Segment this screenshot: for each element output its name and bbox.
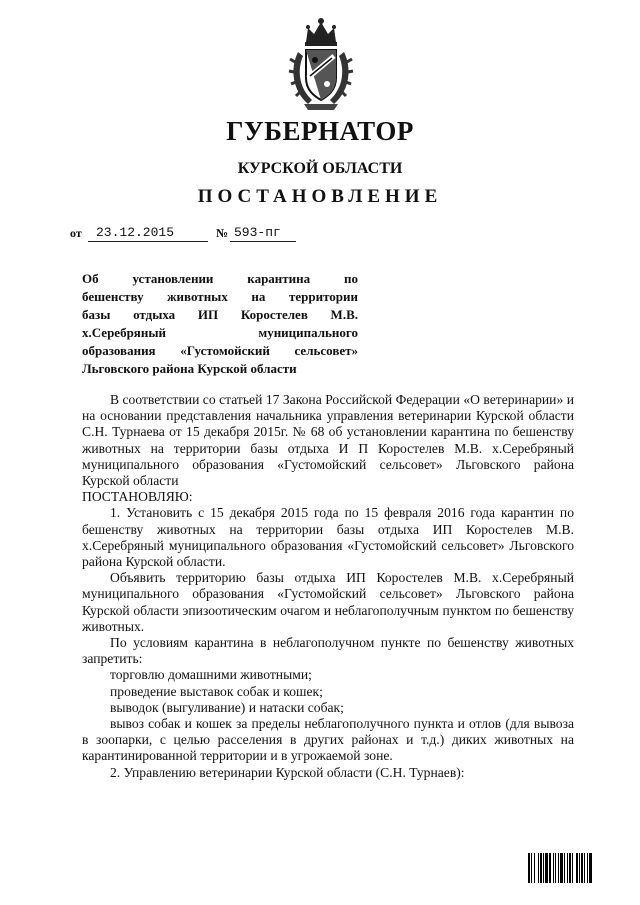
subject-line: бешенству животных на территории [82, 289, 358, 304]
paragraph: 1. Установить с 15 декабря 2015 года по 15 февраля 2016 года карантин по бешенству животных на территории базы отдыха ИП Коростелев М.В. х.Серебряный муниципального образования «Густомойский сельсовет» Льговского района Курской области. [82, 505, 574, 570]
list-item: выводок (выгуливание) и натаски собак; [110, 699, 344, 715]
subject-line: х.Серебряный муниципального [82, 325, 358, 340]
subject-line: Льговского района Курской области [82, 361, 297, 376]
subject-line: Об установлении карантина по [82, 271, 358, 286]
document-subject [82, 270, 358, 378]
list-item: торговлю домашними животными; [110, 667, 312, 683]
document-type: ПОСТАНОВЛЕНИЕ [197, 186, 443, 207]
date-value: 23.12.2015 [96, 225, 175, 240]
region-name: КУРСКОЙ ОБЛАСТИ [237, 160, 403, 177]
barcode-icon [528, 853, 614, 883]
document-body [82, 392, 574, 781]
date-number-line [70, 223, 330, 243]
paragraph: Объявить территорию базы отдыха ИП Коростелев М.В. х.Серебряный муниципального образования «Густомойский сельсовет» Льговского района Курской области эпизоотическим очагом и неблагополучным пунктом по бешенству животных. [82, 570, 574, 634]
date-underline [88, 241, 208, 242]
paragraph: В соответствии со статьей 17 Закона Российской Федерации «О ветеринарии» и на основании представления начальника управления ветеринарии Курской области С.Н. Турнаева от 15 декабря 2015г. № 68 об установлении карантина по бешенству животных на территории базы отдыха И П Коростелев М.В. х.Серебряный муниципального образования «Густомойский сельсовет» Льговского района Курской области [82, 392, 574, 489]
paragraph: 2. Управлению ветеринарии Курской области (С.Н. Турнаев): [110, 764, 465, 780]
date-label: от [70, 226, 82, 240]
coat-of-arms-icon [286, 16, 356, 112]
number-value: 593-пг [234, 225, 281, 240]
subject-line: базы отдыха ИП Коростелев М.В. [82, 307, 358, 322]
subject-line: образования «Густомойский сельсовет» [82, 343, 358, 358]
number-label: № [216, 226, 229, 240]
resolution-word: ПОСТАНОВЛЯЮ: [82, 489, 193, 505]
list-item: проведение выставок собак и кошек; [110, 683, 323, 699]
paragraph: По условиям карантина в неблагополучном пункте по бешенству животных запретить: [82, 635, 574, 667]
document-title: ГУБЕРНАТОР [226, 116, 414, 146]
list-item: вывоз собак и кошек за пределы неблагополучного пункта и отлов (для вывоза в зоопарки, с целью расселения в других районах и т.д.) диких животных на карантинированной территории и в угрожаемой зоне. [82, 716, 574, 764]
number-underline [230, 241, 296, 242]
